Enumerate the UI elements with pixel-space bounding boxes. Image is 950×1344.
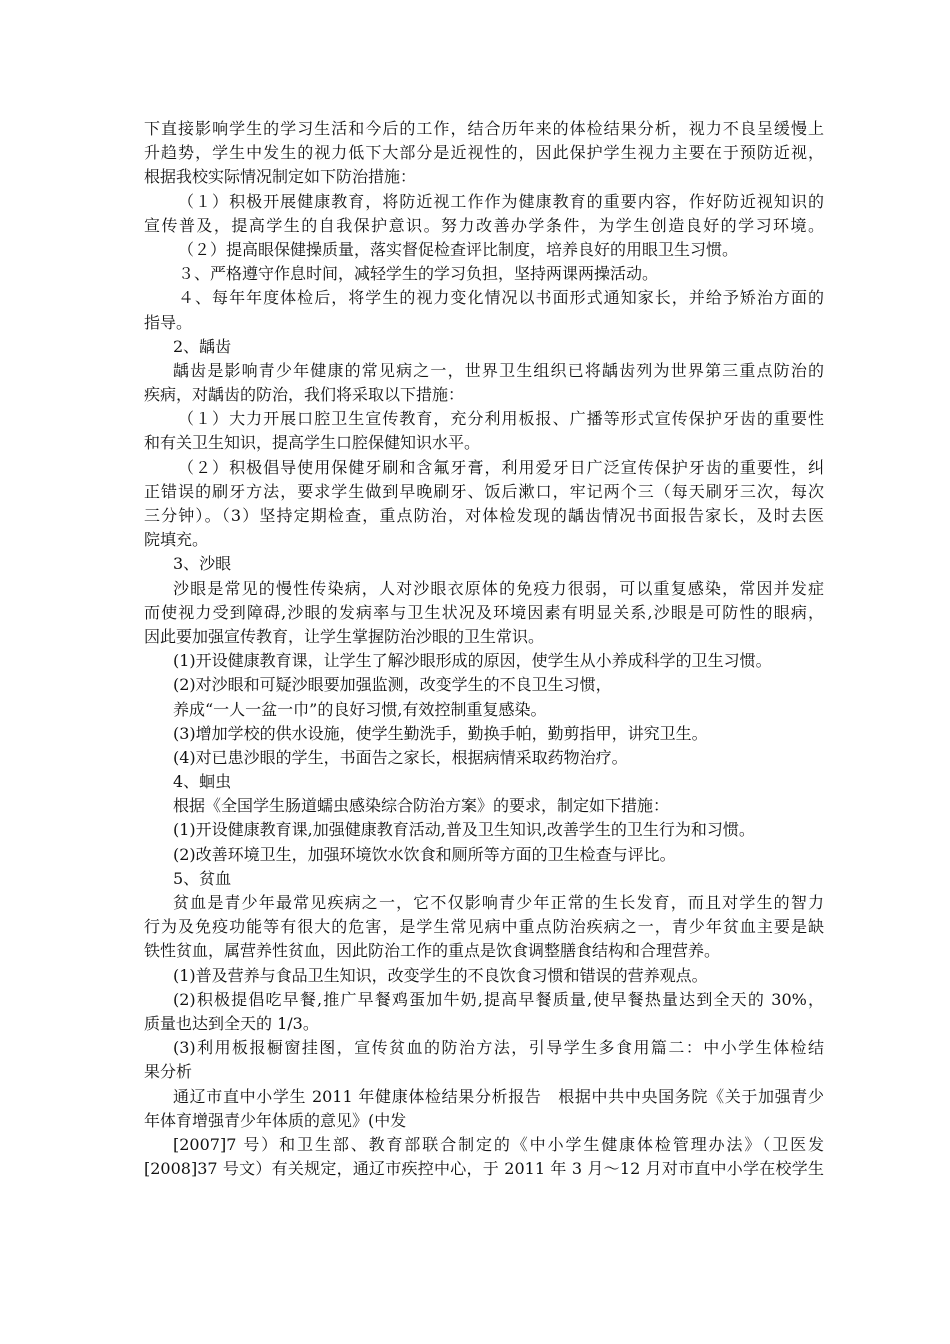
text-line: 沙眼是常见的慢性传染病，人对沙眼衣原体的免疫力很弱，可以重复感染，常因并发症	[173, 578, 824, 598]
text-line: (4)对已患沙眼的学生，书面告之家长，根据病情采取药物治疗。	[173, 747, 628, 767]
text-line: （２）提高眼保健操质量，落实督促检查评比制度，培养良好的用眼卫生习惯。	[178, 239, 739, 259]
text-line: [2008]37 号文）有关规定，通辽市疾控中心，于 2011 年 3 月～12 月对市直中小学在校学生	[144, 1159, 824, 1179]
text-line: 疾病，对龋齿的防治，我们将采取以下措施：	[144, 385, 465, 405]
text-line: 而使视力受到障碍,沙眼的发病率与卫生状况及环境因素有明显关系,沙眼是可防性的眼病，	[144, 602, 824, 622]
text-line: 正错误的刷牙方法，要求学生做到早晚刷牙、饭后漱口，牢记两个三（每天刷牙三次，每次	[144, 481, 824, 501]
text-line: 三分钟）。（3）坚持定期检查，重点防治，对体检发现的龋齿情况书面报告家长，及时去医	[144, 506, 824, 525]
text-line: ３、严格遵守作息时间，减轻学生的学习负担，坚持两课两操活动。	[178, 264, 659, 284]
text-line: (3)增加学校的供水设施，使学生勤洗手，勤换手帕，勤剪指甲，讲究卫生。	[173, 723, 708, 743]
text-line: (3)利用板报橱窗挂图，宣传贫血的防治方法，引导学生多食用篇二：中小学生体检结	[173, 1038, 824, 1058]
text-line: 2、龋齿	[173, 336, 232, 356]
text-line: (1)开设健康教育课，让学生了解沙眼形成的原因，使学生从小养成科学的卫生习惯。	[173, 651, 772, 671]
text-line: 行为及免疫功能等有很大的危害，是学生常见病中重点防治疾病之一，青少年贫血主要是缺	[144, 917, 824, 937]
text-line: 果分析	[144, 1062, 193, 1082]
text-line: (1)普及营养与食品卫生知识，改变学生的不良饮食习惯和错误的营养观点。	[173, 965, 708, 985]
text-line: ４、每年年度体检后，将学生的视力变化情况以书面形式通知家长，并给予矫治方面的	[178, 288, 824, 308]
text-line: 宣传普及，提高学生的自我保护意识。努力改善办学条件，为学生创造良好的学习环境。	[144, 215, 824, 235]
text-line: 3、沙眼	[173, 554, 232, 574]
text-line: (2)积极提倡吃早餐,推广早餐鸡蛋加牛奶,提高早餐质量,使早餐热量达到全天的 30%，	[173, 989, 824, 1009]
text-line: 贫血是青少年最常见疾病之一，它不仅影响青少年正常的生长发育，而且对学生的智力	[173, 893, 824, 912]
text-line: 通辽市直中小学生 2011 年健康体检结果分析报告 根据中共中央国务院《关于加强青少	[173, 1086, 824, 1106]
text-line: 根据我校实际情况制定如下防治措施：	[144, 167, 417, 187]
text-line: 龋齿是影响青少年健康的常见病之一，世界卫生组织已将龋齿列为世界第三重点防治的	[173, 360, 824, 380]
text-line: 年体育增强青少年体质的意见》(中发	[144, 1110, 407, 1130]
text-line: 因此要加强宣传教育，让学生掌握防治沙眼的卫生常识。	[144, 626, 545, 646]
body-text	[144, 117, 824, 1181]
text-line: 下直接影响学生的学习生活和今后的工作，结合历年来的体检结果分析，视力不良呈缓慢上	[144, 119, 824, 138]
text-line: (2)对沙眼和可疑沙眼要加强监测，改变学生的不良卫生习惯，	[173, 675, 612, 695]
text-line: 4、蛔虫	[173, 772, 232, 792]
text-line: 铁性贫血，属营养性贫血，因此防治工作的重点是饮食调整膳食结构和合理营养。	[144, 941, 721, 961]
text-line: [2007]7 号）和卫生部、教育部联合制定的《中小学生健康体检管理办法》（卫医发	[173, 1134, 824, 1154]
text-line: 根据《全国学生肠道蠕虫感染综合防治方案》的要求，制定如下措施：	[173, 796, 670, 816]
text-line: 指导。	[144, 312, 193, 332]
text-line: (1)开设健康教育课,加强健康教育活动,普及卫生知识,改善学生的卫生行为和习惯。	[173, 820, 755, 840]
text-line: （１）大力开展口腔卫生宣传教育，充分利用板报、广播等形式宣传保护牙齿的重要性	[178, 409, 824, 429]
text-line: (2)改善环境卫生，加强环境饮水饮食和厕所等方面的卫生检查与评比。	[173, 844, 676, 864]
text-line: （２）积极倡导使用保健牙刷和含氟牙膏，利用爱牙日广泛宣传保护牙齿的重要性，纠	[178, 457, 824, 477]
text-line: （１）积极开展健康教育，将防近视工作作为健康教育的重要内容，作好防近视知识的	[178, 191, 824, 211]
text-line: 养成“一人一盆一巾”的良好习惯,有效控制重复感染。	[173, 699, 547, 719]
text-line: 5、贫血	[173, 868, 232, 888]
text-line: 质量也达到全天的 1/3。	[144, 1013, 319, 1033]
text-line: 升趋势，学生中发生的视力低下大部分是近视性的，因此保护学生视力主要在于预防近视，	[144, 143, 824, 163]
text-line: 和有关卫生知识，提高学生口腔保健知识水平。	[144, 433, 481, 453]
text-line: 院填充。	[144, 530, 209, 550]
